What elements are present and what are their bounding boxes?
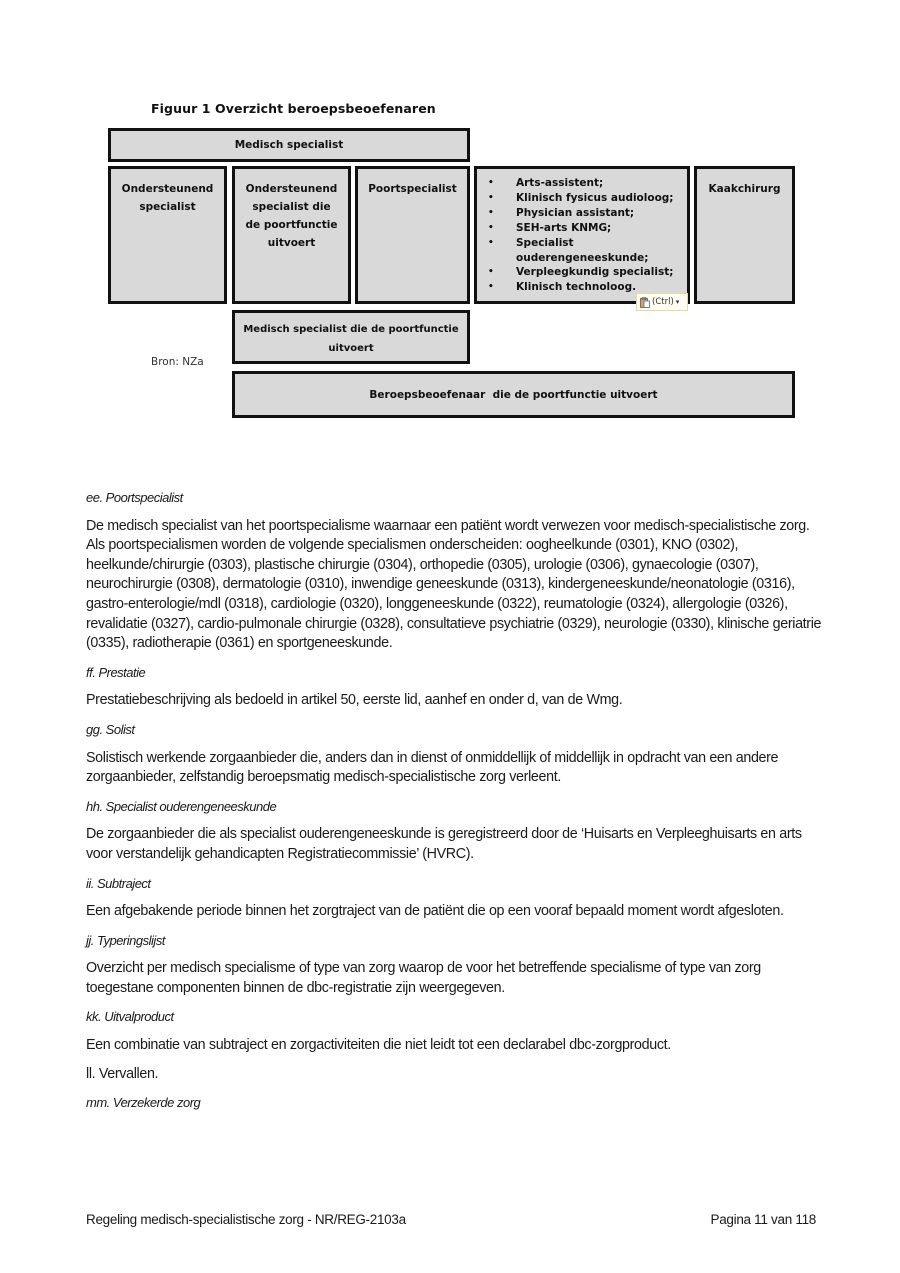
box-other-professionals (474, 166, 690, 304)
box-medisch-specialist (108, 128, 470, 162)
box-label-line: uitvoert (267, 237, 316, 249)
box-label-line: de poortfunctie (245, 219, 338, 231)
definition-term: hh. Specialist ouderengeneeskunde (86, 798, 277, 814)
figure-source: Bron: NZa (151, 356, 204, 368)
definition-term: ff. Prestatie (86, 664, 146, 680)
footer-document-title: Regeling medisch-specialistische zorg - NR/REG-2103a (86, 1212, 406, 1227)
definition-text: Overzicht per medisch specialisme of type van zorg waarop de voor het betreffende specialisme of type van zorg toegestane componenten binnen de dbc-registratie zijn weergegeven. (86, 960, 761, 996)
definitions-section (86, 488, 826, 1122)
box-label-line: specialist die (252, 201, 331, 213)
definition-term: jj. Typeringslijst (86, 932, 165, 948)
box-ondersteunend-specialist-poortfunctie (232, 166, 351, 304)
box-ondersteunend-specialist (108, 166, 227, 304)
definition-term: ee. Poortspecialist (86, 490, 183, 505)
box-label: Medisch specialist (234, 139, 344, 151)
definition-vervallen: ll. Vervallen. (86, 1065, 159, 1082)
page-number: Pagina 11 van 118 (710, 1212, 816, 1227)
definition-text: De medisch specialist van het poortspecialisme waarnaar een patiënt wordt verwezen voor medisch-specialistische zorg. Als poortspecialismen worden de volgende specialismen onderscheiden: oogheelkunde (0301), KNO (0302), heelkunde/chirurgie (0303), plastische chirurgie (0304), orthopedie (0305), urologie (0306), gynaecologie (0307), neurochirurgie (0308), dermatologie (0310), inwendige geneeskunde (0313), kindergeneeskunde/neonatologie (0316), gastro-enterologie/mdl (0318), cardiologie (0320), longgeneeskunde (0322), reumatologie (0324), allergologie (0326), revalidatie (0327), cardio-pulmonale chirurgie (0328), consultatieve psychiatrie (0329), neurologie (0330), klinische geriatrie (0335), radiotherapie (0361) en sportgeneeskunde. (86, 517, 822, 652)
list-item: • Verpleegkundig specialist; (485, 265, 687, 280)
definition-text: Prestatiebeschrijving als bedoeld in artikel 50, eerste lid, aanhef en onder d, van de Wmg. (86, 692, 623, 709)
box-label-line: specialist (139, 201, 196, 213)
definition-text: Een afgebakende periode binnen het zorgtraject van de patiënt die op een vooraf bepaald moment wordt afgesloten. (86, 903, 784, 920)
list-item: • Specialist ouderengeneeskunde; (485, 236, 687, 266)
list-item: • Physician assistant; (485, 206, 687, 221)
box-label-line: Medisch specialist die de poortfunctie (243, 324, 459, 335)
definition-term: gg. Solist (86, 721, 135, 737)
box-beroepsbeoefenaar-poortfunctie (232, 371, 795, 418)
box-label: Beroepsbeoefenaar die de poortfunctie uitvoert (369, 388, 658, 401)
definition-term: mm. Verzekerde zorg (86, 1095, 201, 1111)
paste-options-button[interactable] (636, 293, 688, 311)
paste-options-label: (Ctrl) (652, 297, 674, 307)
list-item: • SEH-arts KNMG; (485, 221, 687, 236)
chevron-down-icon: ▾ (675, 298, 680, 306)
box-label-line: uitvoert (328, 343, 374, 354)
box-kaakchirurg (694, 166, 795, 304)
box-label: Kaakchirurg (708, 183, 781, 195)
definition-term: ii. Subtraject (86, 875, 151, 891)
definition-text: Solistisch werkende zorgaanbieder die, anders dan in dienst of onmiddellijk of middellijk in opdracht van een andere zorgaanbieder, zelfstandig beroepsmatig medisch-specialistische zorg verleent. (86, 749, 779, 786)
definition-text: Een combinatie van subtraject en zorgactiviteiten die niet leidt tot een declarabel dbc-zorgproduct. (86, 1037, 671, 1054)
figure-title: Figuur 1 Overzicht beroepsbeoefenaren (151, 101, 436, 116)
box-poortspecialist (355, 166, 470, 304)
definition-term: kk. Uitvalproduct (86, 1009, 174, 1025)
box-label-line: Ondersteunend (121, 183, 214, 195)
box-medisch-specialist-poortfunctie (232, 310, 470, 364)
page-footer (86, 1212, 816, 1227)
definition-text: De zorgaanbieder die als specialist ouderengeneeskunde is geregistreerd door de ‘Huisarts en Verpleeghuisarts en arts voor verstandelijk gehandicapten Registratiecommissie’ (HVRC). (86, 826, 802, 862)
list-item: • Klinisch technoloog. (485, 280, 687, 295)
list-item: • Klinisch fysicus audioloog; (485, 191, 687, 206)
list-item: • Arts-assistent; (485, 176, 687, 191)
box-label: Poortspecialist (368, 183, 457, 195)
box-label-line: Ondersteunend (245, 183, 338, 195)
clipboard-icon (640, 297, 650, 308)
professionals-list (477, 169, 687, 295)
